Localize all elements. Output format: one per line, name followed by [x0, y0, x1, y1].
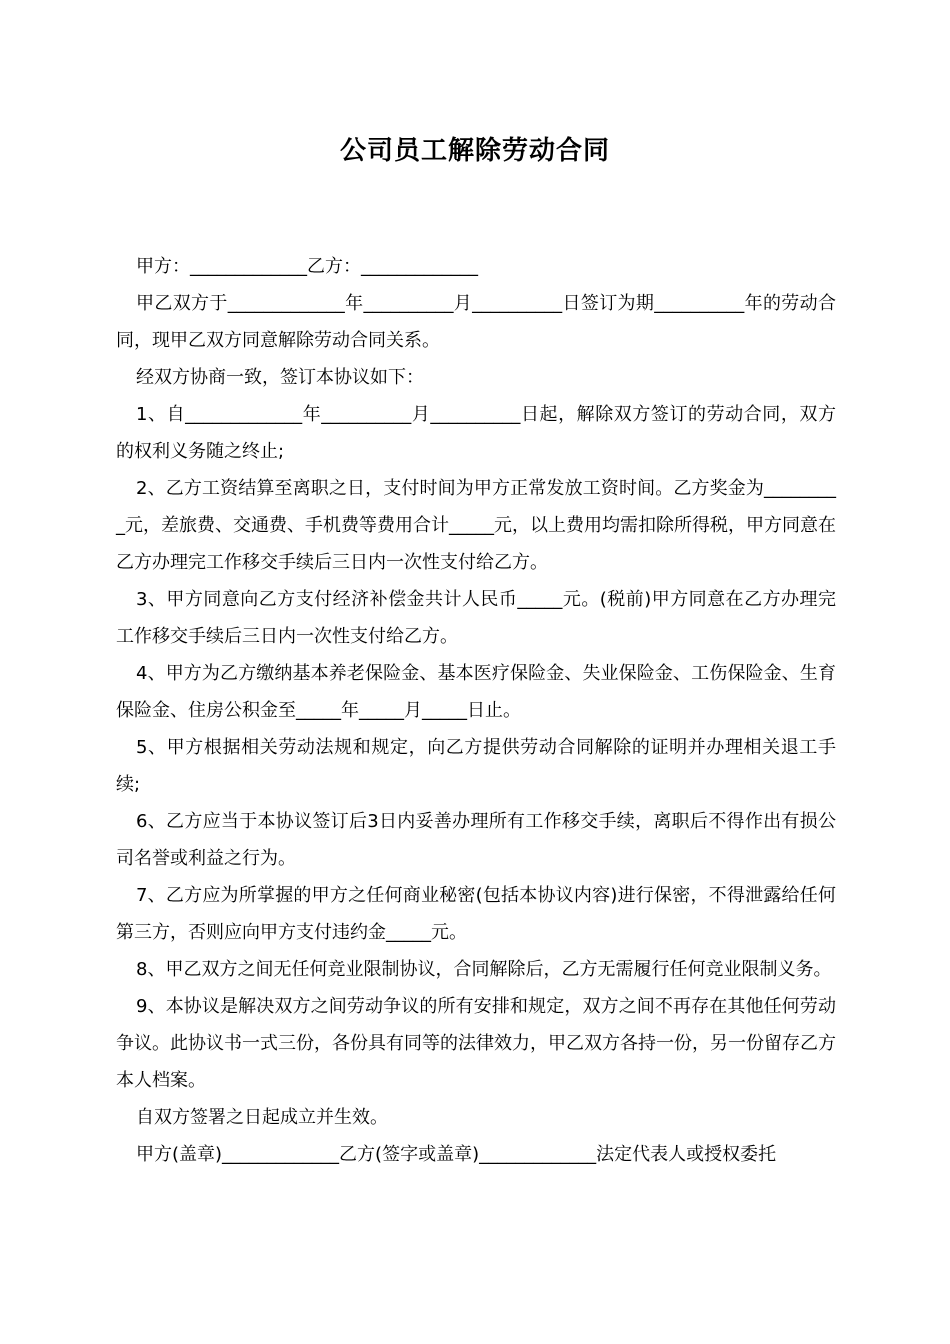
signature-line: 甲方(盖章)_____________乙方(签字或盖章)_____________法定代表人或授权委托 — [136, 1144, 777, 1165]
document-body — [116, 248, 836, 1173]
clause-5: 5、甲方根据相关劳动法规和规定，向乙方提供劳动合同解除的证明并办理相关退工手续; — [116, 737, 836, 795]
agreement-lead-paragraph: 经双方协商一致，签订本协议如下： — [136, 367, 424, 388]
clause-1: 1、自_____________年__________月__________日起，解除双方签订的劳动合同，双方的权利义务随之终止; — [116, 404, 836, 462]
effective-clause: 自双方签署之日起成立并生效。 — [136, 1107, 388, 1128]
clause-8: 8、甲乙双方之间无任何竞业限制协议，合同解除后，乙方无需履行任何竞业限制义务。 — [136, 959, 832, 980]
document-title: 公司员工解除劳动合同 — [339, 136, 610, 166]
contract-intro-paragraph: 甲乙双方于_____________年__________月__________日签订为期__________年的劳动合同，现甲乙双方同意解除劳动合同关系。 — [116, 293, 836, 351]
clause-6: 6、乙方应当于本协议签订后3日内妥善办理所有工作移交手续，离职后不得作出有损公司名誉或利益之行为。 — [116, 811, 836, 869]
clause-7: 7、乙方应为所掌握的甲方之任何商业秘密(包括本协议内容)进行保密，不得泄露给任何第三方，否则应向甲方支付违约金_____元。 — [116, 885, 836, 943]
clause-9: 9、本协议是解决双方之间劳动争议的所有安排和规定，双方之间不再存在其他任何劳动争议。此协议书一式三份，各份具有同等的法律效力，甲乙双方各持一份，另一份留存乙方本人档案。 — [116, 996, 836, 1091]
clause-2: 2、乙方工资结算至离职之日，支付时间为甲方正常发放工资时间。乙方奖金为_________元，差旅费、交通费、手机费等费用合计_____元，以上费用均需扣除所得税，甲方同意在乙方办理完工作移交手续后三日内一次性支付给乙方。 — [116, 478, 836, 573]
clause-3: 3、甲方同意向乙方支付经济补偿金共计人民币_____元。(税前)甲方同意在乙方办理完工作移交手续后三日内一次性支付给乙方。 — [116, 589, 836, 647]
clause-4: 4、甲方为乙方缴纳基本养老保险金、基本医疗保险金、失业保险金、工伤保险金、生育保险金、住房公积金至_____年_____月_____日止。 — [116, 663, 836, 721]
party-line: 甲方：_____________乙方：_____________ — [136, 256, 478, 277]
